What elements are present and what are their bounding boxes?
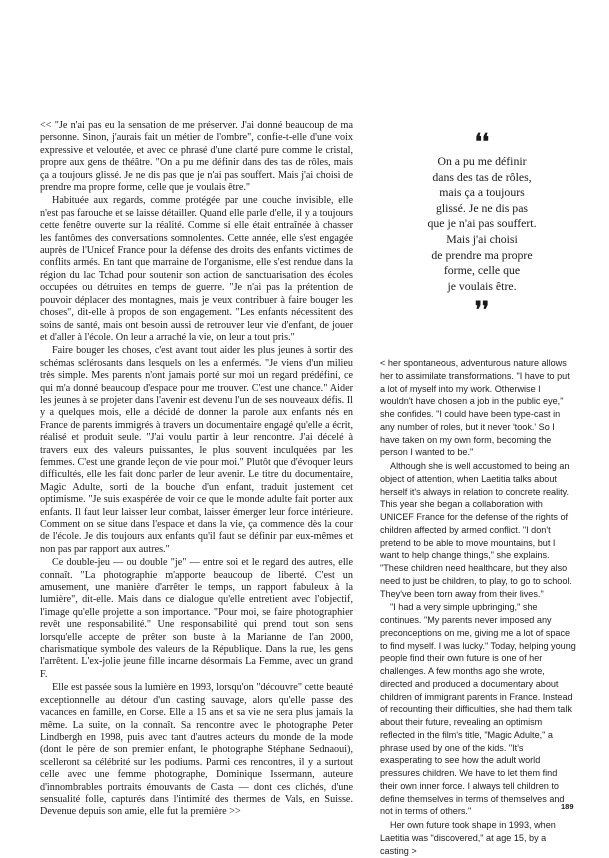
- pull-quote-text: On a pu me définir dans des tas de rôles, mais ça a toujours glissé. Je ne dis pas que je n'ai pas souffert. Mais j'ai choisi de prendre ma propre forme, celle que je voulais être.: [427, 154, 537, 293]
- en-paragraph-2: Although she is well accustomed to being an object of attention, when Laetitia talks about herself it's always in relation to concrete reality. This year she began a collaboration with UNICEF France for the defense of the rights of children affected by armed conflict. "I don't pretend to be able to move mountains, but I want to help change things," she explains. "These children need healthcare, but they also need to just be children, to play, to go to school. They've been torn away from their lives.": [380, 461, 572, 599]
- en-paragraph-4: Her own future took shape in 1993, when Laetitia was "discovered," at age 15, by a casting >: [380, 820, 556, 856]
- close-quote-icon: ❜❜: [474, 297, 490, 324]
- fr-paragraph-3: Faire bouger les choses, c'est avant tout aider les plus jeunes à sortir des schémas sclérosants dans lesquels on les a enfermés. "Je viens d'un milieu très simple. Mes parents n'ont jamais porté sur moi un regard prédéfini, ce qui m'a donné beaucoup d'espace pour me trouver. C'est une chance." Aider les jeunes à se projeter dans l'avenir est devenu l'un de ses nouveaux défis. Il y a quelques mois, elle a décidé de donner la parole aux enfants nés en France de parents immigrés à travers un documentaire engagé qu'elle a écrit, réalisé et produit seule. "J'ai voulu partir à leur rencontre. J'ai décelé à travers eux des valeurs puissantes, le plus souvent inculquées par les femmes. C'est une grande leçon de vie pour moi." Plutôt que d'évoquer leurs difficultés, elle les fait donc parler de leur avenir. Le titre du documentaire, Magic Adulte, sorti de la bouche d'un enfant, traduit justement cet optimisme. "Je suis exaspérée de voir ce que le monde adulte fait porter aux enfants. Il faut leur laisser leur combat, laisser émerger leur force intérieure. Comment on se situe dans l'espace et dans la vie, ça commence dès la cour de l'école. Je dis toujours aux enfants qu'il faut se définir par eux-mêmes et non pas par rapport aux autres.": [40, 345, 353, 555]
- fr-paragraph-5: Elle est passée sous la lumière en 1993, lorsqu'on "découvre" cette beauté exceptionnelle au détour d'un casting sauvage, alors qu'elle passe des vacances en famille, en Corse. Elle a 15 ans et sa vie ne sera plus jamais la même. La suite, on la connaît. Sa rencontre avec le photographe Peter Lindbergh en 1998, puis avec tant d'autres acteurs du monde de la mode (dont le père de son premier enfant, le photographe Stéphane Sednaoui), scelleront sa célébrité sur les podiums. Parmi ces rencontres, il y a surtout celle avec une femme photographe, Dominique Issermann, auteure d'innombrables portraits émouvants de Casta — dont ces clichés, d'une sensualité folle, capturés dans l'intimité des thermes de Vals, en Suisse. Devenue depuis son amie, elle fut la première >>: [40, 682, 353, 818]
- pull-quote: [392, 129, 572, 324]
- open-quote-icon: ❛❛: [474, 129, 490, 155]
- en-paragraph-1: < her spontaneous, adventurous nature allows her to assimilate transformations. "I have to put a lot of myself into my work. Otherwise I wouldn't have chosen a job in the public eye," she confides. "I could have been type-cast in any number of roles, but it never 'took.' So I have taken on my own form, becoming the person I wanted to be.": [380, 358, 570, 458]
- french-article-column: [40, 120, 353, 820]
- page-number: 189: [561, 802, 574, 811]
- en-paragraph-3: "I had a very simple upbringing," she continues. "My parents never imposed any preconceptions on me, giving me a lot of space to find myself. I was lucky." Today, helping young people find their own future is one of her challenges. A few months ago she wrote, directed and produced a documentary about children of immigrant parents in France. Instead of recounting their difficulties, she had them talk about their future, revealing an optimism reflected in the film's title, "Magic Adulte," a phrase used by one of the kids. "It's exasperating to see how the adult world pressures children. We have to let them find their own inner force. I always tell children to define themselves in terms of themselves and not in terms of others.": [380, 602, 576, 817]
- fr-paragraph-2: Habituée aux regards, comme protégée par une couche invisible, elle n'est pas farouche et se laisse détailler. Quand elle parle d'elle, il y a toujours cette fenêtre ouverte sur la réalité. Comme si elle était entraînée à chasser les fantômes des conversations somnolentes. Cette année, elle s'est engagée auprès de l'Unicef France pour la défense des droits des enfants victimes de conflits armés. En tant que marraine de l'organisme, elle s'est rendue dans la région du lac Tchad pour soutenir son action de sanctuarisation des écoles occupées ou détruites en temps de guerre. "Je n'ai pas la prétention de pouvoir déplacer des montagnes, mais je veux contribuer à faire bouger les choses", dit-elle à propos de son engagement. "Les enfants nécessitent des soins de santé, mais ont besoin aussi de retrouver leur vie d'enfant, de jouer et d'aller à l'école. On leur a arraché la vie, on leur a tout pris.": [40, 195, 353, 343]
- english-article-column: [380, 357, 576, 858]
- fr-paragraph-1: << "Je n'ai pas eu la sensation de me préserver. J'ai donné beaucoup de ma personne. Sinon, j'aurais fait un métier de l'ombre", confie-t-elle d'une voix expressive et veloutée, et avec ce phrasé d'une clarté pure comme le cristal, propre aux gens de théâtre. "On a pu me définir dans des tas de rôles, mais ça a toujours glissé. Je ne dis pas que je n'ai pas souffert. Mais j'ai choisi de prendre ma propre forme, celle que je voulais être.": [40, 120, 353, 194]
- fr-paragraph-4: Ce double-jeu — ou double "je" — entre soi et le regard des autres, elle connaît. "La photographie m'apporte beaucoup de liberté. C'est un amusement, une manière d'arrêter le temps, un rapport fabuleux à la lumière", dit-elle. Mais dans ce dialogue qu'elle entretient avec l'objectif, l'image qu'elle projette a son importance. "Pour moi, se faire photographier revêt une responsabilité." Une responsabilité qui prend tout son sens lorsqu'elle accepte de prêter son buste à la Marianne de l'an 2000, charismatique symbole des valeurs de la République. Dans la rue, les gens l'arrêtent. L'ex-jolie jeune fille incarne désormais La Femme, avec un grand F.: [40, 557, 353, 680]
